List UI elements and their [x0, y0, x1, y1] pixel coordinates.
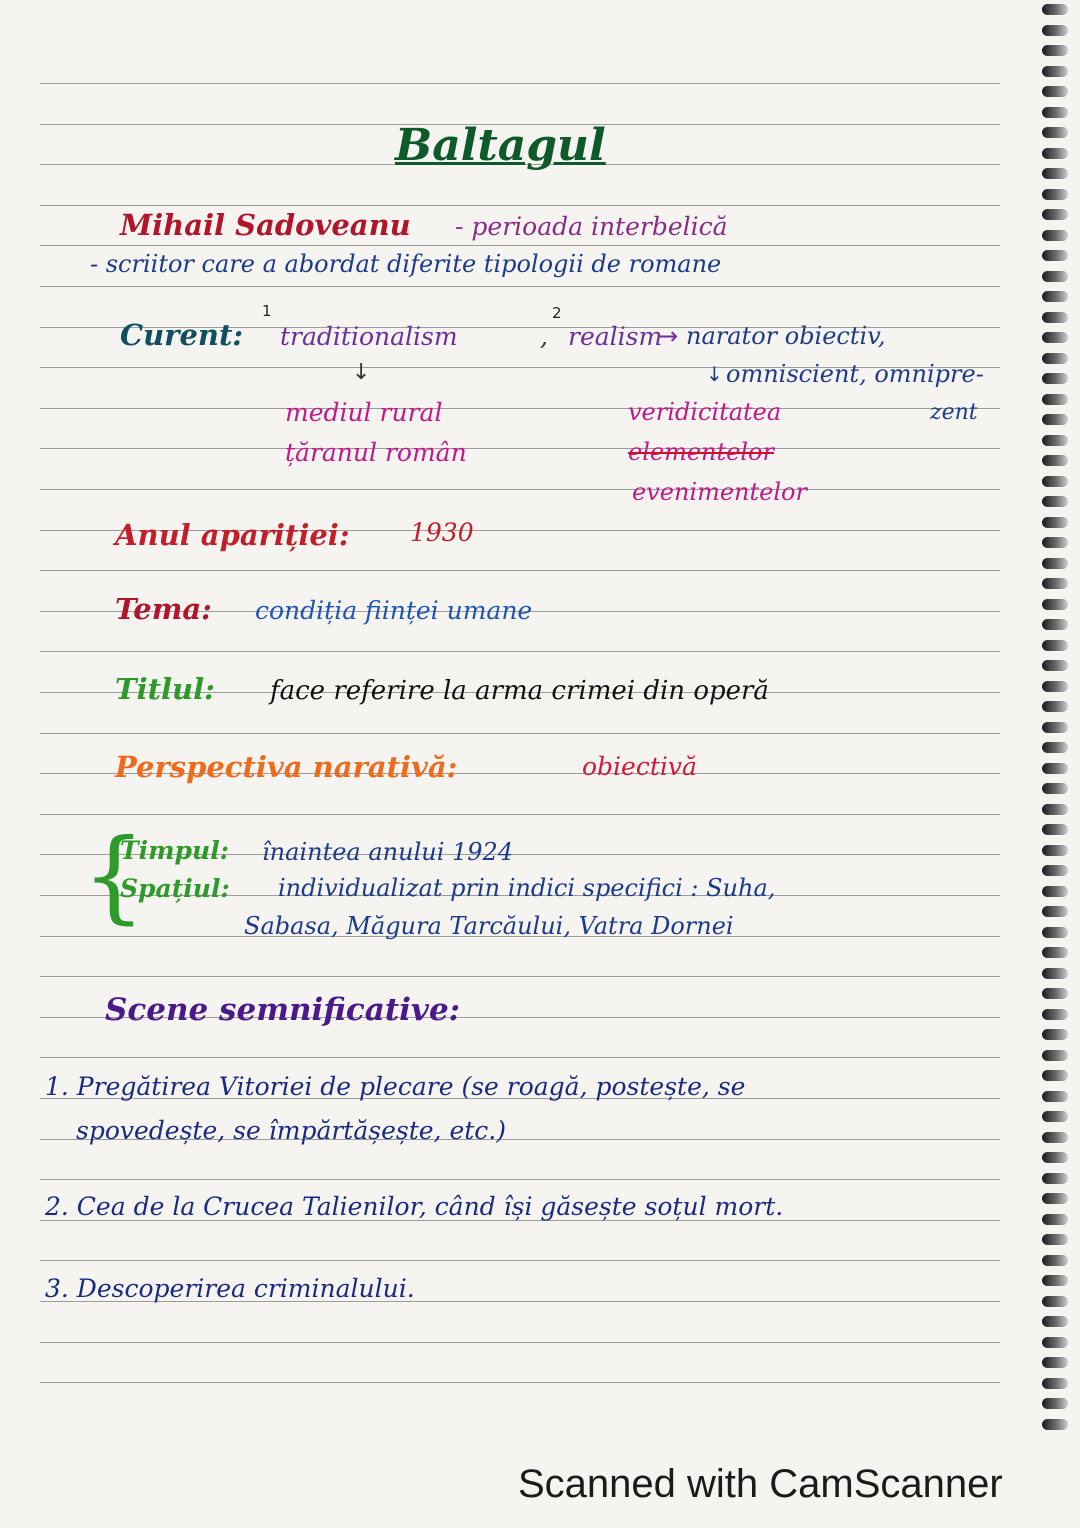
tema-value: condiția ființei umane [255, 596, 533, 625]
spiral-ring [1042, 209, 1068, 220]
spiral-ring [1042, 250, 1068, 261]
anul-label: Anul apariției: [115, 518, 350, 552]
curent-realism: realism [568, 322, 663, 351]
spiral-ring [1042, 906, 1068, 917]
arrow-down-icon: ↓ [352, 360, 371, 385]
spiral-ring [1042, 1316, 1068, 1327]
spiral-ring [1042, 824, 1068, 835]
spiral-ring [1042, 455, 1068, 466]
spatiul-label: Spațiul: [120, 874, 230, 903]
ruled-line [40, 448, 1000, 449]
spiral-ring [1042, 619, 1068, 630]
spiral-ring [1042, 1070, 1068, 1081]
spiral-ring [1042, 578, 1068, 589]
spiral-ring [1042, 1378, 1068, 1389]
spiral-ring [1042, 230, 1068, 241]
ruled-line [40, 976, 1000, 977]
author-period: - perioada interbelică [455, 212, 728, 241]
spiral-ring [1042, 988, 1068, 999]
ruled-line [40, 1342, 1000, 1343]
spiral-ring [1042, 312, 1068, 323]
spiral-ring [1042, 66, 1068, 77]
spiral-ring [1042, 1398, 1068, 1409]
curent-label: Curent: [120, 318, 244, 352]
spatiul-value-line1: individualizat prin indici specifici : Suha, [278, 874, 776, 902]
curent-narator: narator obiectiv, [686, 322, 886, 350]
spiral-ring [1042, 1132, 1068, 1143]
spiral-ring [1042, 394, 1068, 405]
spiral-ring [1042, 1173, 1068, 1184]
curent-elementelor-struck: elementelor [628, 438, 774, 466]
titlul-label: Titlul: [115, 672, 215, 706]
ruled-line [40, 205, 1000, 206]
spiral-ring [1042, 804, 1068, 815]
spiral-ring [1042, 845, 1068, 856]
curent-evenimentelor: evenimentelor [632, 478, 807, 506]
curent-mediul: mediul rural [285, 398, 443, 427]
ruled-line [40, 1382, 1000, 1383]
spiral-ring [1042, 4, 1068, 15]
spiral-ring [1042, 1214, 1068, 1225]
spiral-ring [1042, 1234, 1068, 1245]
spiral-ring [1042, 1111, 1068, 1122]
timpul-label: Timpul: [120, 836, 229, 865]
spiral-ring [1042, 1009, 1068, 1020]
spiral-ring [1042, 517, 1068, 528]
spiral-ring [1042, 107, 1068, 118]
spiral-ring [1042, 373, 1068, 384]
scanner-watermark: Scanned with CamScanner [518, 1462, 1003, 1506]
spiral-ring [1042, 701, 1068, 712]
spiral-ring [1042, 45, 1068, 56]
spiral-ring [1042, 763, 1068, 774]
spiral-ring [1042, 1296, 1068, 1307]
spiral-ring [1042, 660, 1068, 671]
spiral-ring [1042, 537, 1068, 548]
spiral-binding [1038, 0, 1068, 1440]
timpul-value: înaintea anului 1924 [262, 838, 514, 866]
scene-item-1-line2: spovedește, se împărtășește, etc.) [76, 1116, 506, 1145]
ruled-line [40, 286, 1000, 287]
spatiul-value-line2: Sabasa, Măgura Tarcăului, Vatra Dornei [244, 912, 734, 940]
ruled-line [40, 733, 1000, 734]
spiral-ring [1042, 968, 1068, 979]
spiral-ring [1042, 353, 1068, 364]
spiral-ring [1042, 25, 1068, 36]
titlul-value: face referire la arma crimei din operă [270, 676, 769, 706]
spiral-ring [1042, 947, 1068, 958]
page-title: Baltagul [395, 120, 606, 171]
spiral-ring [1042, 558, 1068, 569]
spiral-ring [1042, 742, 1068, 753]
ruled-line [40, 408, 1000, 409]
curly-brace-icon: { [82, 817, 146, 934]
spiral-ring [1042, 1193, 1068, 1204]
spiral-ring [1042, 148, 1068, 159]
scene-item-3: 3. Descoperirea criminalului. [45, 1274, 415, 1303]
curent-number-2: 2 [552, 304, 562, 322]
spiral-ring [1042, 1152, 1068, 1163]
spiral-ring [1042, 1275, 1068, 1286]
ruled-line [40, 814, 1000, 815]
curent-veridicitatea: veridicitatea [628, 398, 782, 426]
arrow-right-icon: → [658, 322, 679, 350]
spiral-ring [1042, 927, 1068, 938]
spiral-ring [1042, 189, 1068, 200]
spiral-ring [1042, 599, 1068, 610]
scene-item-2: 2. Cea de la Crucea Talienilor, când își găsește soțul mort. [45, 1192, 784, 1221]
perspectiva-value: obiectivă [582, 752, 697, 781]
curent-omniscient: omniscient, omnipre- [726, 360, 984, 388]
tema-label: Tema: [115, 592, 212, 626]
scene-item-1-line1: 1. Pregătirea Vitoriei de plecare (se roagă, postește, se [45, 1072, 746, 1101]
curent-traditionalism: traditionalism [280, 322, 458, 351]
spiral-ring [1042, 496, 1068, 507]
spiral-ring [1042, 332, 1068, 343]
spiral-ring [1042, 865, 1068, 876]
spiral-ring [1042, 1091, 1068, 1102]
spiral-ring [1042, 435, 1068, 446]
curent-taranul: țăranul român [285, 438, 467, 467]
spiral-ring [1042, 86, 1068, 97]
spiral-ring [1042, 476, 1068, 487]
spiral-ring [1042, 1050, 1068, 1061]
ruled-line [40, 1260, 1000, 1261]
spiral-ring [1042, 1337, 1068, 1348]
spiral-ring [1042, 1029, 1068, 1040]
spiral-ring [1042, 722, 1068, 733]
curent-number-1: 1 [262, 302, 272, 320]
ruled-line [40, 651, 1000, 652]
perspectiva-label: Perspectiva narativă: [115, 750, 458, 784]
spiral-ring [1042, 291, 1068, 302]
ruled-line [40, 83, 1000, 84]
author-description: - scriitor care a abordat diferite tipologii de romane [90, 250, 722, 278]
spiral-ring [1042, 127, 1068, 138]
spiral-ring [1042, 783, 1068, 794]
anul-value: 1930 [410, 518, 474, 547]
spiral-ring [1042, 1357, 1068, 1368]
spiral-ring [1042, 681, 1068, 692]
spiral-ring [1042, 640, 1068, 651]
curent-zent: zent [930, 400, 978, 425]
ruled-line [40, 570, 1000, 571]
ruled-line [40, 489, 1000, 490]
curent-separator: , [540, 322, 548, 351]
scene-label: Scene semnificative: [105, 992, 461, 1028]
spiral-ring [1042, 168, 1068, 179]
spiral-ring [1042, 271, 1068, 282]
spiral-ring [1042, 414, 1068, 425]
ruled-line [40, 245, 1000, 246]
ruled-line [40, 1057, 1000, 1058]
spiral-ring [1042, 1419, 1068, 1430]
spiral-ring [1042, 886, 1068, 897]
ruled-line [40, 1179, 1000, 1180]
arrow-down-icon: ↓ [706, 362, 723, 386]
author-name: Mihail Sadoveanu [120, 208, 411, 242]
spiral-ring [1042, 1255, 1068, 1266]
